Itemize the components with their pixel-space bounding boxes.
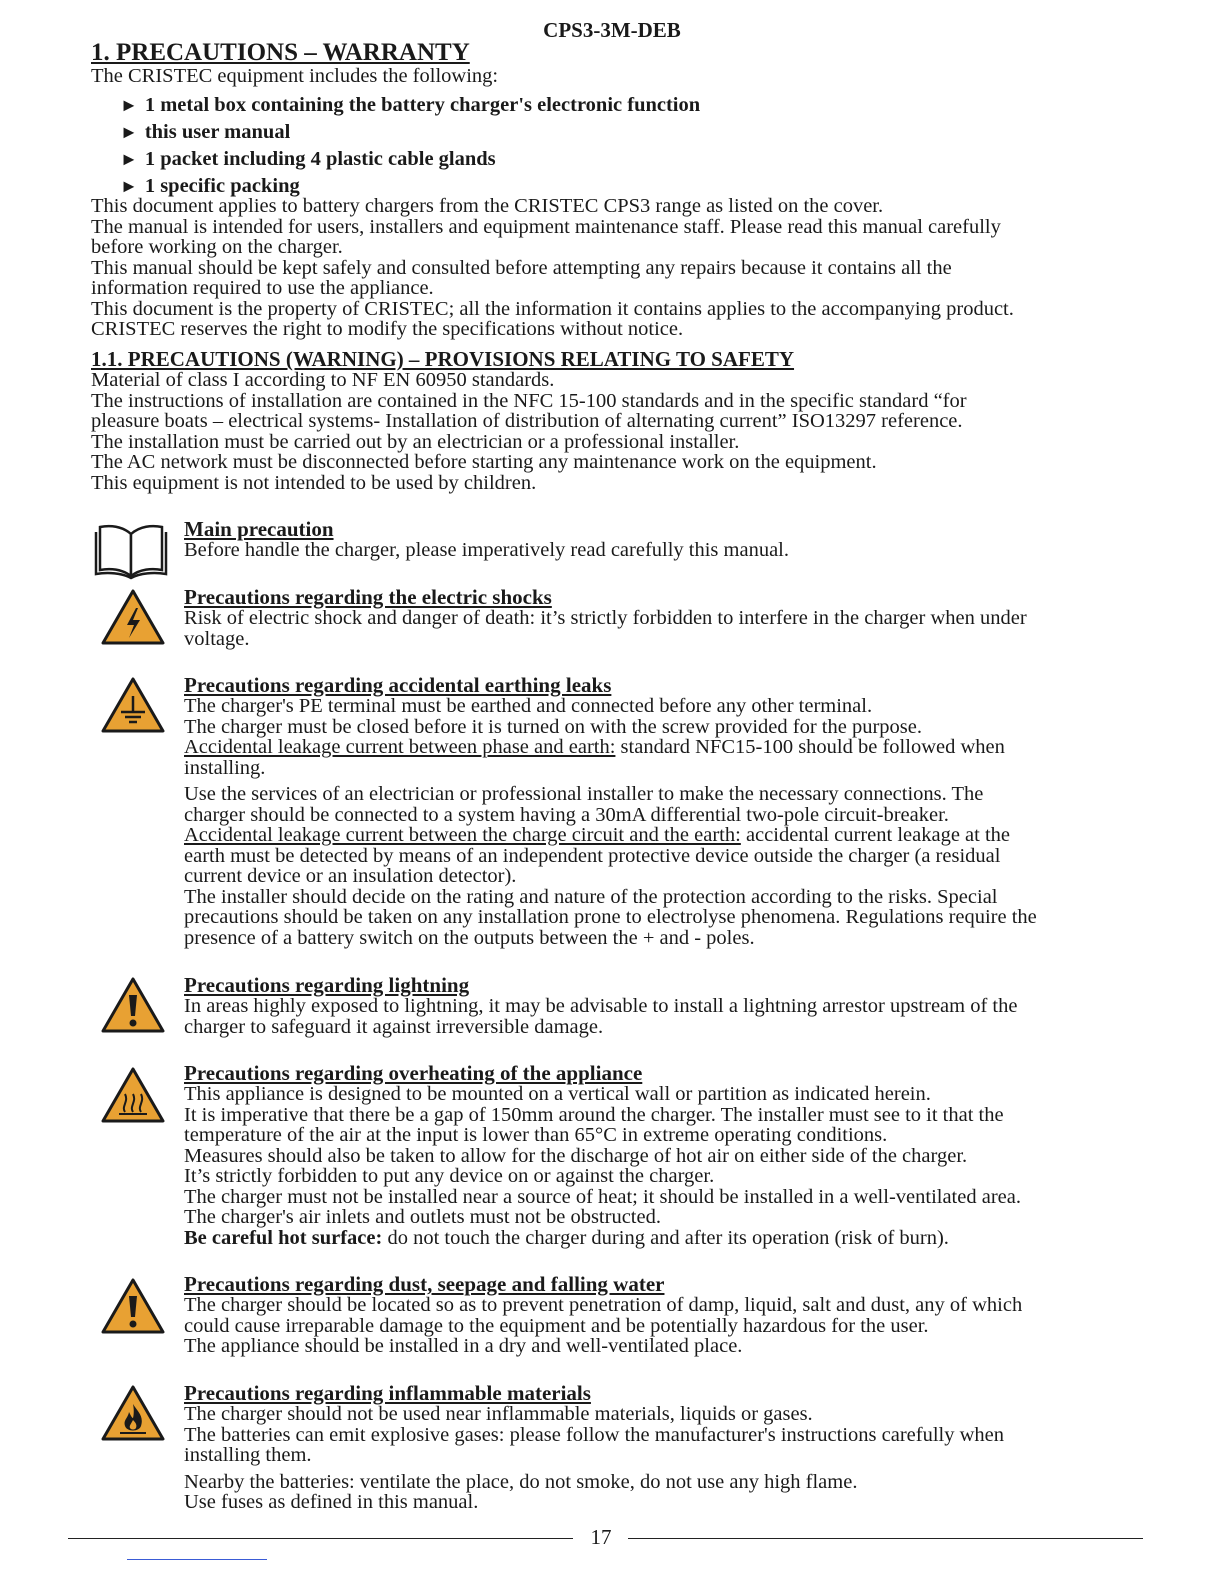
safety-paragraph: Material of class I according to NF EN 60950 standards. The instructions of installation are contained in the NFC 15-100 standards and in the specific standard “for pleasure boats – electrical systems- Installation of distribution of alternating current” ISO13297 reference. The installation must be carried out by an electrician or a professional installer. The AC network must be disconnected before starting any maintenance work on the equipment. This equipment is not intended to be used by children.	[91, 369, 967, 494]
earthing-section: Precautions regarding accidental earthing leaks The charger's PE terminal must be earthed and connected before any other terminal. The charger must be closed before it is turned on with the screw provided for the purpose. Accidental leakage current between phase and earth: standard NFC15-100 should be followed when installing. Use the services of an electrician or professional installer to make the necessary connections. The charger should be connected to a system having a 30mA differential two-pole circuit-breaker. Accidental leakage current between the charge circuit and the earth: accidental current leakage at the earth must be detected by means of an independent protective device outside the charger (a residual current device or an insulation detector). The installer should decide on the rating and nature of the protection according to the risks. Special precautions should be taken on any installation prone to electrolyse phenomena. Regulations require the presence of a battery switch on the outputs between the + and - poles.	[184, 673, 1037, 949]
page-number: 17	[590, 1525, 612, 1549]
subsection-title: 1.1. PRECAUTIONS (WARNING) – PROVISIONS RELATING TO SAFETY	[91, 347, 795, 371]
hot-surface-icon	[100, 1066, 166, 1124]
flame-icon	[100, 1384, 166, 1442]
warning-exclamation-icon	[100, 976, 166, 1034]
lightning-section: Precautions regarding lightning In areas highly exposed to lightning, it may be advisable to install a lightning arrestor upstream of the charger to safeguard it against irreversible damage.	[184, 973, 1018, 1038]
footer-rule	[628, 1538, 1143, 1539]
footnote-rule	[127, 1559, 267, 1560]
intro-text: The CRISTEC equipment includes the following:	[91, 65, 499, 87]
list-item: ► 1 specific packing	[120, 175, 300, 197]
main-precaution-title: Main precaution	[184, 517, 334, 541]
bullet-arrow-icon: ►	[120, 122, 138, 142]
bullet-arrow-icon: ►	[120, 95, 138, 115]
list-item: ► 1 metal box containing the battery charger's electronic function	[120, 94, 701, 116]
contents-list	[120, 92, 700, 200]
general-paragraph: This document applies to battery chargers from the CRISTEC CPS3 range as listed on the cover. The manual is intended for users, installers and equipment maintenance staff. Please read this manual carefully before working on the charger. This manual should be kept safely and consulted before attempting any repairs because it contains all the information required to use the appliance. This document is the property of CRISTEC; all the information it contains applies to the accompanying product. CRISTEC reserves the right to modify the specifications without notice.	[91, 195, 1014, 340]
list-item: ► 1 packet including 4 plastic cable glands	[120, 148, 496, 170]
electric-shock-icon	[100, 588, 166, 646]
electric-shocks-section: Precautions regarding the electric shocks Risk of electric shock and danger of death: it’s strictly forbidden to interfere in the charger when under voltage.	[184, 585, 1027, 650]
overheating-section: Precautions regarding overheating of the appliance This appliance is designed to be mounted on a vertical wall or partition as indicated herein. It is imperative that there be a gap of 150mm around the charger. The installer must see to it that the temperature of the air at the input is lower than 65°C in extreme operating conditions. Measures should also be taken to allow for the discharge of hot air on either side of the charger. It’s strictly forbidden to put any device on or against the charger. The charger must not be installed near a source of heat; it should be installed in a well-ventilated area. The charger's air inlets and outlets must not be obstructed. Be careful hot surface: do not touch the charger during and after its operation (risk of burn).	[184, 1061, 1021, 1249]
main-precaution: Main precaution Before handle the charger, please imperatively read carefully this manual.	[184, 519, 1129, 561]
footer-rule	[68, 1538, 573, 1539]
inflammable-section: Precautions regarding inflammable materials The charger should not be used near inflammable materials, liquids or gases. The batteries can emit explosive gases: please follow the manufacturer's instructions carefully when installing them. Nearby the batteries: ventilate the place, do not smoke, do not use any high flame. Use fuses as defined in this manual.	[184, 1381, 1004, 1513]
dust-section: Precautions regarding dust, seepage and falling water The charger should be located so as to prevent penetration of damp, liquid, salt and dust, any of which could cause irreparable damage to the equipment and be potentially hazardous for the user. The appliance should be installed in a dry and well-ventilated place.	[184, 1272, 1023, 1357]
bullet-arrow-icon: ►	[120, 149, 138, 169]
bullet-arrow-icon: ►	[120, 176, 138, 196]
book-icon	[92, 522, 170, 580]
section-title: 1. PRECAUTIONS – WARRANTY	[91, 39, 470, 66]
earth-leak-icon	[100, 676, 166, 734]
warning-exclamation-icon	[100, 1277, 166, 1335]
document-id: CPS3-3M-DEB	[543, 18, 681, 42]
list-item: ► this user manual	[120, 121, 291, 143]
